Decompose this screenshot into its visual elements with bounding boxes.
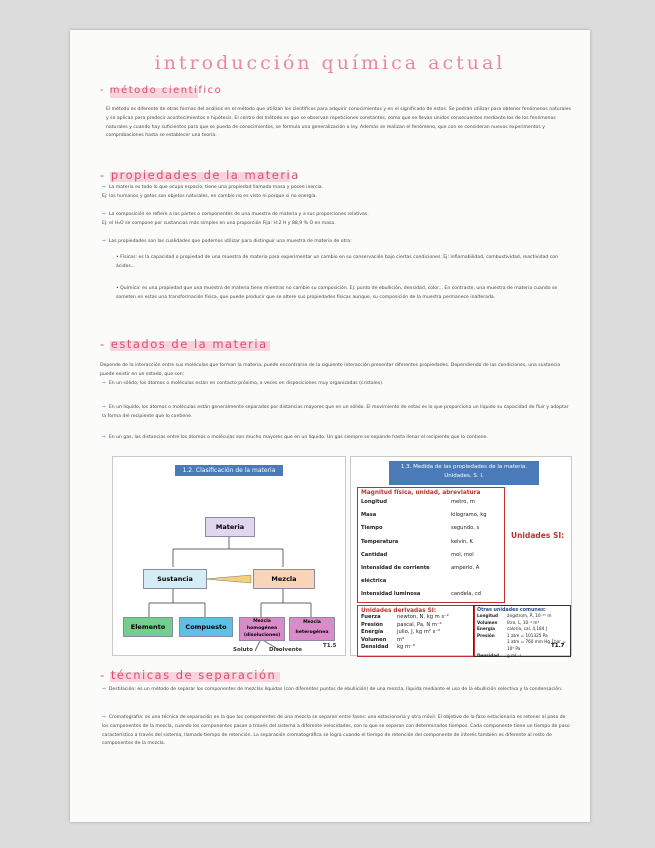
heading-tecnicas: - técnicas de separación [100, 668, 277, 682]
figure2-header: 1.3. Medida de las propiedades de la materia. Unidades, S. I. [389, 461, 539, 485]
units-si-label: Unidades SI: [511, 531, 565, 540]
unit-value: g mL⁻¹ [507, 652, 522, 658]
heading-metodo: - método científico [100, 85, 223, 96]
table-base-title: Magnitud física, unidad, abreviatura [361, 490, 481, 496]
box-mezcla-homogenea: Mezcla homogénea (disoluciones) [239, 617, 285, 641]
heading-estados: - estados de la materia [100, 337, 268, 351]
table-derived-title: Unidades derivadas SI: [361, 608, 437, 614]
unit-row [361, 637, 471, 645]
unit-row [361, 644, 471, 652]
unit-row [361, 509, 501, 522]
unit-magnitude: Presión [477, 632, 495, 638]
unit-magnitude: Longitud [477, 613, 498, 618]
box-mezcla: Mezcla [253, 569, 315, 589]
unit-row [361, 588, 501, 601]
unit-value: metro, m [451, 499, 475, 505]
tecnica-cromatografia: ⇒ Cromatografía: es una técnica de separación en la que los componentes de una mezcla se separan entre fases: una estacionaria y otra móvil. El objetivo de la fase estacionaria es retener al paso de los componentes de la mezcla, cuando los componentes pasan a través del sistema a diferente velocidades, con lo que se separan con determinados tiempos. Cada componente tiene un tiempo de paso característico a través del sistema, llamado tiempo de retención. La separación cromatográfica se logra cuando el tiempo de retención del componente de interés también es diferente al resto de componentes de la mezcla. [102, 715, 570, 747]
unit-row [361, 629, 471, 637]
unit-value: caloría, cal, 4,184 J [507, 626, 547, 632]
unit-magnitude: Intensidad luminosa [361, 591, 421, 598]
unit-magnitude: Volumen [477, 619, 498, 625]
propiedades-bullet-1: ⇒ La materia es todo lo que ocupa espacio, tiene una propiedad llamada masa y posee inercia. Ej: los humanos y gatos son objetos naturales, en cambio no es visto ni porque si no energía. [102, 185, 324, 199]
label-soluto: Soluto [233, 647, 253, 653]
unit-value: litro, L, 10⁻³ m³ [507, 619, 540, 625]
unit-row [477, 626, 567, 633]
unit-row [477, 633, 567, 640]
unit-value: candela, cd [451, 591, 481, 598]
unit-row [361, 549, 501, 562]
unit-value: segundo, s [451, 525, 480, 532]
unit-magnitude: Temperatura [361, 538, 399, 545]
unit-row [361, 614, 471, 622]
unit-value: kelvin, K [451, 538, 473, 545]
unit-magnitude: Tiempo [361, 525, 383, 532]
tecnica-destilacion: ⇒ Destilación: es un método de separar los componentes de mezclas líquidas (con diferentes puntos de ebullición) de una mezcla, líquida mediante el uso de la ebullición selectiva y la condensación. [102, 687, 563, 692]
metodo-text: El método es diferente de otras formas del análisis en el método que utilizan los científicos para adquirir conocimientos y en el significado de estos. Se podrán utilizar para obtener fenómenos naturales y se aplican para predecir acontecimientos e hipótesis. El centro del método es que se observan repeticiones constantes, como que se llevan unidos consecuentes mediante los de los fenómenos naturales y cuando hay suficientes para que se pueda de conocimientos, se formula una generalización o ley. Además se realizan el fenómeno, que con se consideran nuevos experimentos y comprobaciones hasta se establecer una teoría. [106, 107, 571, 139]
box-compuesto: Compuesto [179, 617, 233, 637]
unit-value: kilogramo, kg [451, 512, 487, 519]
unit-magnitude: Longitud [361, 499, 387, 505]
estado-gas: ⇒ En un gas, las distancias entre los átomos o moléculas son mucho mayores que en un líquido. Un gas siempre se expande hasta llenar el recipiente que lo contiene. [102, 435, 488, 440]
unit-magnitude: Densidad [361, 644, 389, 651]
unit-magnitude: Densidad [477, 652, 500, 658]
unit-magnitude: Presión [361, 621, 384, 628]
box-sustancia: Sustancia [143, 569, 207, 589]
unit-row [477, 613, 567, 620]
unit-value: newton, N, kg m s⁻² [397, 614, 449, 620]
box-mezcla-heterogenea: Mezcla heterogénea [289, 617, 335, 641]
unit-magnitude: Energía [477, 626, 496, 632]
unit-value: pascal, Pa, N m⁻² [397, 621, 442, 628]
unit-row [361, 522, 501, 535]
unit-row [361, 536, 501, 549]
table-derived-units [357, 605, 475, 657]
unit-value: 1 atm = 101325 Pa [507, 632, 548, 638]
unit-magnitude: Masa [361, 512, 377, 519]
unit-value: ángstrom, Å, 10⁻¹⁰ m [507, 613, 552, 618]
propiedades-bullet-3: ⇒ Las propiedades son las cualidades que podemos utilizar para distinguir una muestra de materia de otra: [102, 239, 352, 244]
unit-row [361, 496, 501, 509]
unit-row [361, 562, 501, 588]
unit-value: kg m⁻³ [397, 644, 415, 651]
unit-magnitude: Volumen [361, 636, 387, 643]
figure-unidades-si [350, 456, 572, 656]
notes-page [70, 30, 590, 822]
propiedades-bullet-2: ⇒ La composición se refiere a las partes o componentes de una muestra de materia y a sus proporciones relativas. Ej: el H₂O se compone por sustancias más simples en una proporción Fija: H:2 H y 88,9 % O en masa. [102, 212, 369, 226]
heading-propiedades: - propiedades de la materia [100, 168, 300, 182]
unit-value: amperio, A [451, 565, 480, 572]
box-elemento: Elemento [123, 617, 173, 637]
label-disolvente: Disolvente [269, 647, 302, 653]
table-other-title: Otras unidades comunes: [477, 608, 546, 613]
table-other-units [473, 605, 571, 657]
unit-row [477, 653, 567, 660]
figure-clasificacion-materia [112, 456, 346, 656]
table-base-units [357, 487, 505, 603]
unit-value: m³ [397, 636, 405, 643]
unit-value: mol, mol [451, 551, 474, 558]
figure1-header: 1.2. Clasificación de la materia [175, 465, 283, 476]
unit-magnitude: Energía [361, 629, 384, 636]
unit-value: julio, J, kg m² s⁻² [397, 629, 441, 636]
estados-intro: Depende de la interacción entre sus moléculas que forman la materia, puede encontrarse de la siguiente interacción presentar diferentes propiedades. Dependiendo de las condiciones, una sustancia puede existir en un estado, que son: [100, 363, 561, 377]
propiedades-fisicas: • Físicas: es la capacidad o propiedad de una muestra de materia para experimentar un cambio en su conservación bajo ciertas condiciones. Ej: inflamabilidad, combustividad, reactividad con ácidos... [116, 255, 559, 269]
figure1-code: T1.5 [323, 643, 337, 649]
unit-magnitude: Fuerza [361, 614, 381, 620]
propiedades-quimica: • Química: es una propiedad que una muestra de materia tiene mientras no cambie su composición. Ej: punto de ebullición, densidad, color... En contraste, una muestra de materia cuando se someten en estas una transformación física, que puede producir que se altere sus propiedades físicas aunque, su composición de la muestra permanece inalterada. [116, 286, 558, 300]
estado-liquido: ⇒ En un líquido, los átomos o moléculas están generalmente separados por distancias mayores que en un sólido. El movimiento de estas es lo que proporciona un líquido su capacidad de fluir y adoptar la forma del recipiente que lo contiene. [102, 405, 569, 419]
unit-row [477, 620, 567, 627]
unit-magnitude: Cantidad [361, 551, 388, 558]
estado-solido: ⇒ En un sólido, los átomos o moléculas están en contacto próximo, a veces en disposiciones muy organizadas (cristales). [102, 381, 384, 386]
page-title: introducción química actual [154, 52, 506, 74]
figure2-code: T1.7 [551, 643, 565, 649]
unit-magnitude: Intensidad de corriente eléctrica [361, 565, 430, 585]
unit-magnitude [477, 639, 507, 652]
box-materia: Materia [205, 517, 255, 537]
unit-value: 1 atm = 760 mm Hg 1bar = 10⁵ Pa [507, 639, 566, 651]
